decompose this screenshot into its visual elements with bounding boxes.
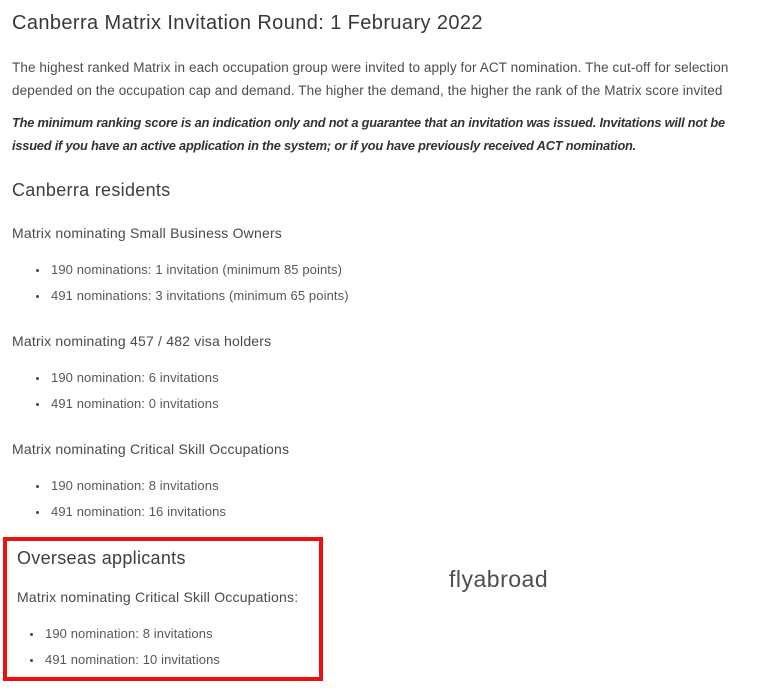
- critical-skill-list: [12, 473, 762, 525]
- list-item: • 190 nominations: 1 invitation (minimum 85 points): [49, 257, 762, 283]
- intro-paragraph: The highest ranked Matrix in each occupation group were invited to apply for ACT nomination. The cut-off for selection depended on the occupation cap and demand. The higher the demand, the higher the rank of the Matrix score invited: [12, 60, 729, 98]
- visa-holders-list: [12, 365, 762, 417]
- watermark-flyabroad: flyabroad: [449, 566, 549, 592]
- subheading-small-business-owners: Matrix nominating Small Business Owners: [12, 225, 283, 241]
- list-item: • 190 nomination: 8 invitations: [49, 473, 762, 499]
- list-item: • 491 nominations: 3 invitations (minimum 65 points): [49, 283, 762, 309]
- overseas-applicants-heading: Overseas applicants: [17, 548, 186, 568]
- section-overseas-applicants: [3, 537, 323, 681]
- subheading-overseas-critical-skill: Matrix nominating Critical Skill Occupations:: [17, 589, 299, 605]
- list-item: • 190 nomination: 6 invitations: [49, 365, 762, 391]
- list-item: • 491 nomination: 0 invitations: [49, 391, 762, 417]
- small-business-owners-list: [12, 257, 762, 309]
- page-title: Canberra Matrix Invitation Round: 1 February 2022: [12, 12, 483, 34]
- overseas-critical-skill-list: [17, 621, 309, 673]
- list-item: • 491 nomination: 16 invitations: [49, 499, 762, 525]
- subheading-critical-skill-occupations: Matrix nominating Critical Skill Occupations: [12, 441, 290, 457]
- disclaimer-paragraph: The minimum ranking score is an indication only and not a guarantee that an invitation was issued. Invitations will not be issued if you have an active application in the system; or if you have previously received ACT nomination.: [12, 115, 725, 153]
- subheading-457-482-visa-holders: Matrix nominating 457 / 482 visa holders: [12, 333, 272, 349]
- section-canberra-residents: [12, 179, 762, 525]
- list-item: • 491 nomination: 10 invitations: [43, 647, 309, 673]
- canberra-residents-heading: Canberra residents: [12, 180, 171, 200]
- list-item: • 190 nomination: 8 invitations: [43, 621, 309, 647]
